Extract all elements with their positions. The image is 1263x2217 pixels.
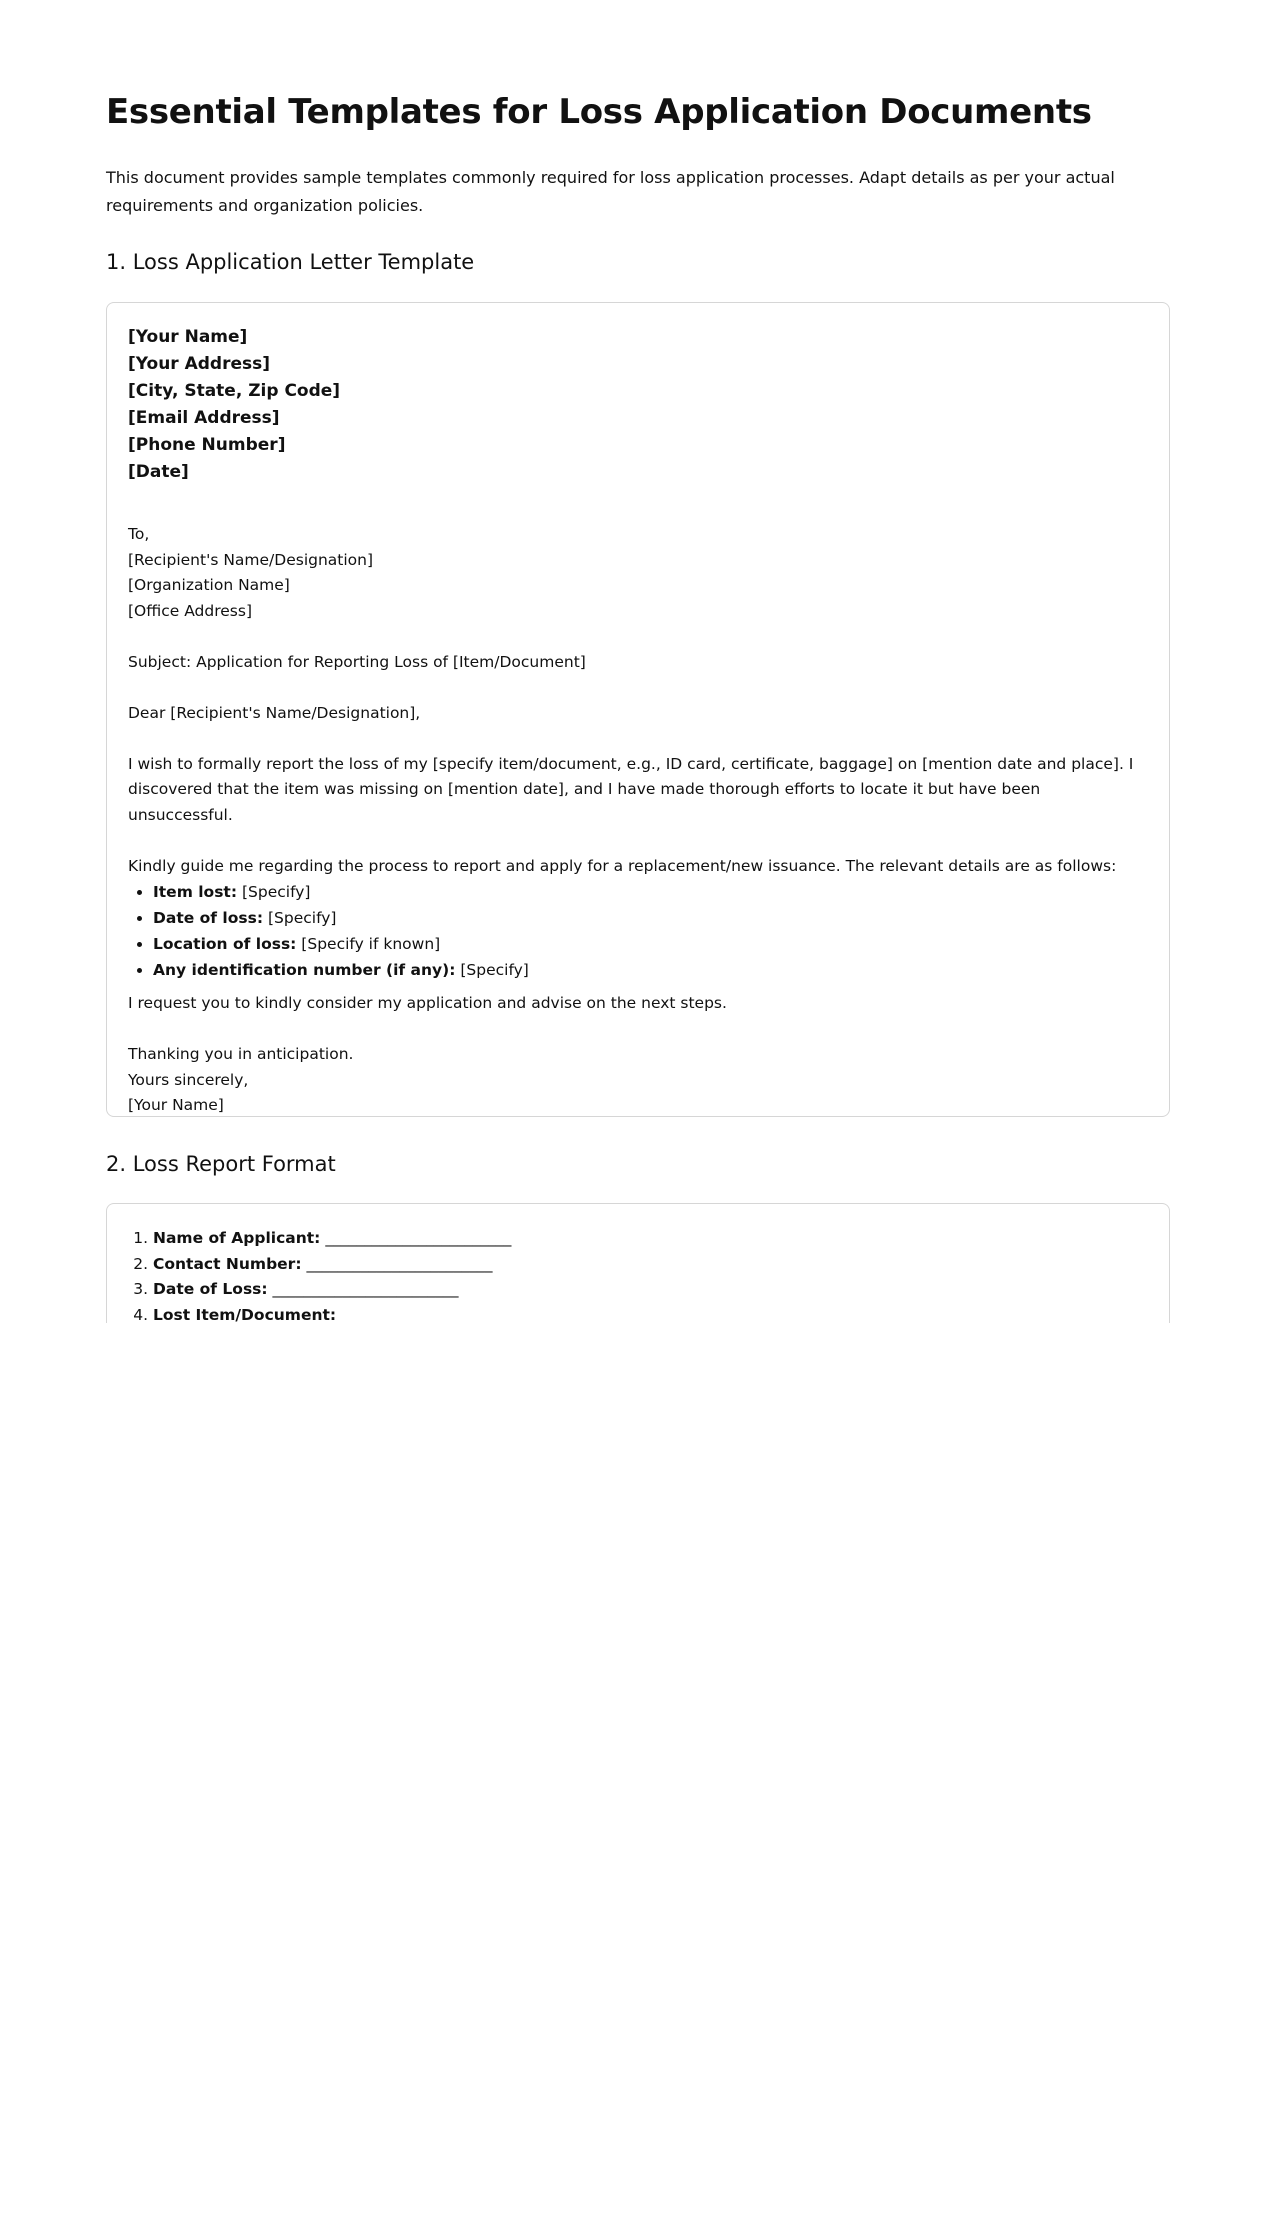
recipient-name: [Recipient's Name/Designation] — [128, 550, 374, 569]
detail-value: [Specify if known] — [296, 935, 441, 953]
field-label: Contact Number: — [153, 1254, 302, 1273]
sender-block — [128, 324, 1148, 486]
report-format-card — [106, 1203, 1170, 1323]
list-item — [153, 1303, 1148, 1324]
field-label: Name of Applicant: — [153, 1229, 321, 1247]
sender-address: [Your Address] — [128, 354, 271, 374]
section-heading-letter: 1. Loss Application Letter Template — [106, 250, 475, 274]
sender-phone: [Phone Number] — [128, 435, 286, 455]
recipient-to: To, — [128, 525, 150, 543]
letter-request: I request you to kindly consider my application and advise on the next steps. — [128, 994, 727, 1012]
list-item — [153, 931, 1148, 957]
detail-label: Item lost: — [153, 883, 238, 901]
detail-label: Date of loss: — [153, 909, 264, 927]
loss-details-list — [128, 879, 1148, 983]
field-blank: ________________________ — [272, 1280, 459, 1298]
closing-name: [Your Name] — [128, 1096, 224, 1114]
closing-sincerely: Yours sincerely, — [128, 1070, 249, 1089]
report-fields-list — [128, 1226, 1148, 1323]
letter-body — [128, 522, 1148, 1119]
closing-thanks: Thanking you in anticipation. — [128, 1045, 354, 1063]
field-blank: ________________________ — [306, 1254, 493, 1273]
letter-paragraph-1: I wish to formally report the loss of my [specify item/document, e.g., ID card, certificate, baggage] on [mention date and place]. I discovered that the item was missing on [mention date], and I have made thorough efforts to locate it but have been unsuccessful. — [128, 754, 1134, 824]
detail-label: Location of loss: — [153, 935, 297, 953]
list-item — [153, 1252, 1148, 1278]
sender-email: [Email Address] — [128, 408, 280, 428]
list-item — [153, 905, 1148, 931]
detail-value: [Specify] — [237, 883, 311, 901]
detail-value: [Specify] — [455, 961, 529, 979]
letter-template-card — [106, 302, 1170, 1117]
letter-salutation: Dear [Recipient's Name/Designation], — [128, 703, 421, 722]
field-label: Date of Loss: — [153, 1280, 268, 1298]
letter-closing — [128, 1042, 1148, 1119]
recipient-organization: [Organization Name] — [128, 576, 290, 594]
sender-name: [Your Name] — [128, 327, 248, 347]
list-item — [153, 1277, 1148, 1303]
section-heading-report: 2. Loss Report Format — [106, 1152, 336, 1176]
page-title: Essential Templates for Loss Application Documents — [106, 92, 1092, 132]
recipient-block — [128, 522, 1148, 624]
list-item — [153, 1226, 1148, 1252]
letter-paragraph-2: Kindly guide me regarding the process to report and apply for a replacement/new issuance. The relevant details are as follows: — [128, 856, 1117, 875]
list-item — [153, 957, 1148, 983]
recipient-address: [Office Address] — [128, 601, 252, 620]
letter-subject: Subject: Application for Reporting Loss of [Item/Document] — [128, 652, 586, 671]
sender-date: [Date] — [128, 462, 189, 482]
detail-value: [Specify] — [263, 909, 337, 927]
sender-city: [City, State, Zip Code] — [128, 381, 341, 401]
field-label: Lost Item/Document: — [153, 1305, 337, 1323]
list-item — [153, 879, 1148, 905]
field-blank: ________________________ — [325, 1229, 512, 1247]
intro-paragraph: This document provides sample templates commonly required for loss application processes. Adapt details as per your actual requirements and organization policies. — [106, 168, 1115, 215]
detail-label: Any identification number (if any): — [153, 961, 456, 979]
